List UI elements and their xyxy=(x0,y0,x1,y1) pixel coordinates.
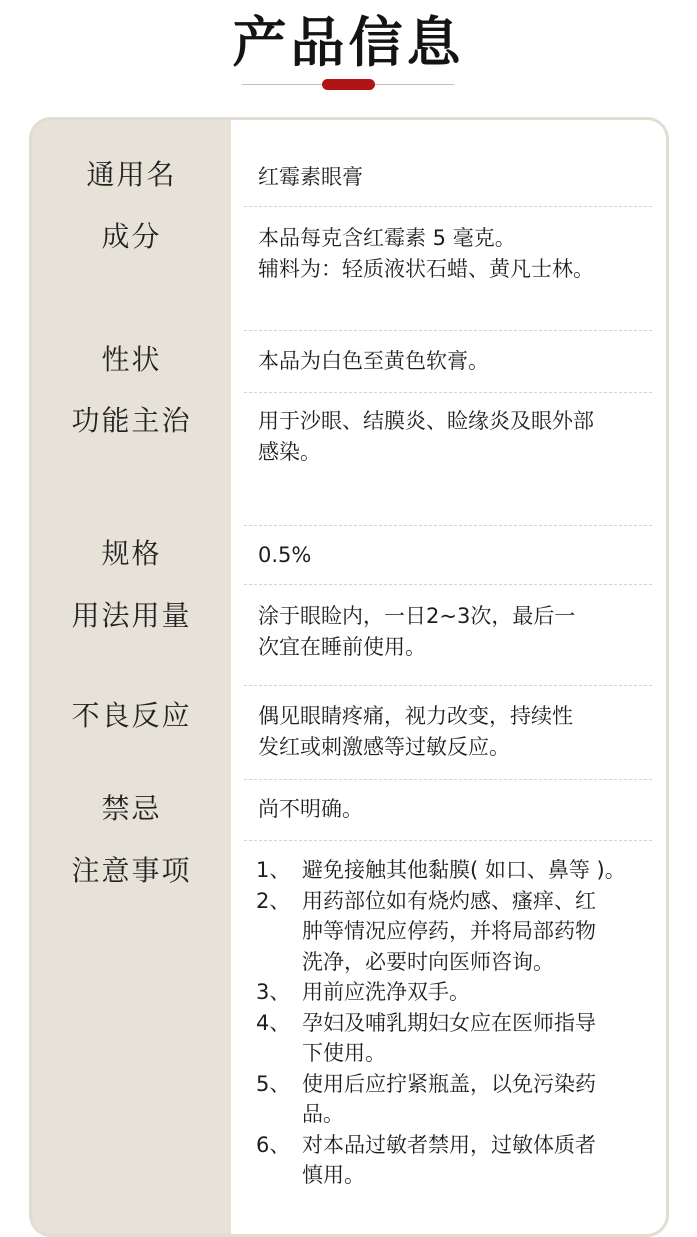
label-precautions: 注意事项 xyxy=(71,854,192,887)
list-item xyxy=(256,977,656,1008)
list-item-text xyxy=(302,1008,656,1069)
list-item-text xyxy=(302,1069,656,1130)
list-item-line: 下使用。 xyxy=(302,1041,386,1065)
page-title: 产品信息 xyxy=(232,10,465,74)
value-line: 发红或刺激感等过敏反应。 xyxy=(258,735,510,759)
row-divider xyxy=(244,840,652,841)
label-ingredients: 成分 xyxy=(101,220,162,253)
row-divider xyxy=(244,685,652,686)
list-item-line: 对本品过敏者禁用，过敏体质者 xyxy=(302,1132,596,1157)
row-divider xyxy=(244,206,652,207)
precautions-list xyxy=(256,855,656,1191)
list-item-line: 使用后应拧紧瓶盖，以免污染药 xyxy=(302,1071,596,1096)
value-dosage xyxy=(258,601,648,663)
list-item-line: 用前应洗净双手。 xyxy=(302,980,470,1004)
list-item xyxy=(256,1130,656,1191)
list-item-number: 6、 xyxy=(256,1132,291,1157)
list-item xyxy=(256,1069,656,1130)
title-accent-bar xyxy=(322,79,375,90)
value-generic-name xyxy=(258,162,648,193)
list-item-line: 慎用。 xyxy=(302,1163,365,1187)
value-line: 涂于眼睑内，一日2~3次，最后一 xyxy=(258,604,576,628)
label-indications: 功能主治 xyxy=(71,404,192,437)
label-dosage: 用法用量 xyxy=(71,599,192,632)
product-info-table xyxy=(29,117,669,1237)
list-item-number: 2、 xyxy=(256,888,291,913)
value-ingredients xyxy=(258,223,648,285)
value-line: 感染。 xyxy=(258,440,321,464)
row-divider xyxy=(244,584,652,585)
value-line: 次宜在睡前使用。 xyxy=(258,635,426,659)
value-line: 0.5% xyxy=(258,543,312,567)
label-generic-name: 通用名 xyxy=(86,158,177,191)
value-contraindications xyxy=(258,794,648,825)
list-item-text xyxy=(302,855,656,886)
list-item-line: 肿等情况应停药，并将局部药物 xyxy=(302,919,596,943)
value-indications xyxy=(258,406,648,468)
label-specification: 规格 xyxy=(101,537,162,570)
row-divider xyxy=(244,779,652,780)
list-item xyxy=(256,886,656,978)
list-item-text xyxy=(302,886,656,978)
list-item-line: 孕妇及哺乳期妇女应在医师指导 xyxy=(302,1010,596,1035)
row-divider xyxy=(244,525,652,526)
value-specification xyxy=(258,540,648,571)
value-appearance xyxy=(258,346,648,377)
row-divider xyxy=(244,392,652,393)
value-line: 本品每克含红霉素 5 毫克。 xyxy=(258,226,516,250)
list-item-line: 品。 xyxy=(302,1102,344,1126)
value-line: 尚不明确。 xyxy=(258,797,363,821)
value-line: 偶见眼睛疼痛，视力改变，持续性 xyxy=(258,704,573,728)
list-item-line: 避免接触其他黏膜( 如口、鼻等 )。 xyxy=(302,858,626,882)
value-line: 辅料为：轻质液状石蜡、黄凡士林。 xyxy=(258,257,594,281)
value-adverse-reactions xyxy=(258,701,648,763)
list-item-number: 1、 xyxy=(256,858,291,882)
list-item xyxy=(256,1008,656,1069)
label-adverse-reactions: 不良反应 xyxy=(71,699,192,732)
label-contraindications: 禁忌 xyxy=(101,792,162,825)
value-line: 用于沙眼、结膜炎、睑缘炎及眼外部 xyxy=(258,409,594,433)
list-item xyxy=(256,855,656,886)
list-item-number: 4、 xyxy=(256,1010,291,1035)
row-divider xyxy=(244,330,652,331)
list-item-text xyxy=(302,977,656,1008)
list-item-line: 用药部位如有烧灼感、瘙痒、红 xyxy=(302,888,596,913)
label-appearance: 性状 xyxy=(101,343,162,376)
list-item-number: 3、 xyxy=(256,980,291,1004)
value-line: 本品为白色至黄色软膏。 xyxy=(258,349,489,373)
list-item-text xyxy=(302,1130,656,1191)
value-line: 红霉素眼膏 xyxy=(258,165,363,189)
list-item-line: 洗净，必要时向医师咨询。 xyxy=(302,949,554,974)
list-item-number: 5、 xyxy=(256,1071,291,1096)
